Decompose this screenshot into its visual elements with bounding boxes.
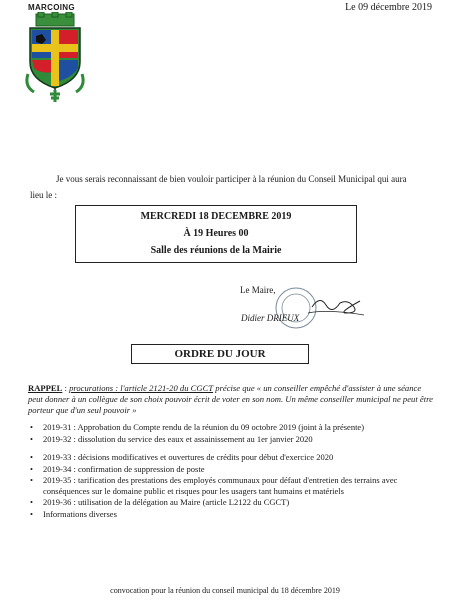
- agenda-item: • 2019-36 : utilisation de la délégation au Maire (article L2122 du CGCT): [30, 497, 435, 508]
- proxy-reminder: RAPPEL : procurations : l'article 2121-20 du CGCT précise que « un conseiller empêché d'assister à une séance peut donner à un collègue de son choix pouvoir écrit de voter en son nom. Un même conseiller municipal ne peut être porteur que d'un seul pouvoir »: [28, 383, 433, 415]
- town-name: MARCOING: [28, 3, 75, 12]
- meeting-details-box: [75, 205, 357, 263]
- agenda-list: [30, 422, 435, 519]
- letter-date: Le 09 décembre 2019: [345, 2, 432, 13]
- agenda-item: • 2019-32 : dissolution du service des eaux et assainissement au 1er janvier 2020: [30, 434, 435, 445]
- town-crest-logo: [20, 12, 90, 104]
- invitation-line-2: lieu le :: [30, 190, 57, 200]
- reminder-text: précise que « un conseiller empêché d'assister à une séance peut donner à un collègue de son choix pouvoir écrit de voter en son nom. Un même conseiller municipal ne peut être porteur que d'un seul pouvoir »: [28, 383, 433, 415]
- agenda-item: • 2019-31 : Approbation du Compte rendu de la réunion du 09 octobre 2019 (joint à la présente): [30, 422, 435, 433]
- invitation-text: [30, 171, 435, 203]
- reminder-label: RAPPEL: [28, 383, 63, 393]
- signatory-title: Le Maire,: [240, 285, 276, 295]
- meeting-place: Salle des réunions de la Mairie: [150, 245, 282, 256]
- signatory-name: Didier DRIEUX: [241, 313, 300, 323]
- agenda-item: • Informations diverses: [30, 509, 435, 520]
- mayor-signature-and-stamp: [268, 283, 368, 333]
- document-footer: convocation pour la réunion du conseil municipal du 18 décembre 2019: [110, 586, 340, 595]
- agenda-title: ORDRE DU JOUR: [131, 344, 309, 364]
- meeting-time: À 19 Heures 00: [183, 228, 249, 239]
- agenda-item: • 2019-35 : tarification des prestations des employés communaux pour défaut d'entretien des terrains avec conséquences sur le domaine public et risques pour les usagers tant humains et matériels: [30, 475, 435, 496]
- agenda-item: • 2019-34 : confirmation de suppression de poste: [30, 464, 435, 475]
- invitation-line-1: Je vous serais reconnaissant de bien vouloir participer à la réunion du Conseil Municipal qui aura: [56, 174, 407, 184]
- reminder-citation: procurations : l'article 2121-20 du CGCT: [69, 383, 214, 393]
- meeting-date: MERCREDI 18 DECEMBRE 2019: [140, 211, 292, 222]
- agenda-item: • 2019-33 : décisions modificatives et ouvertures de crédits pour début d'exercice 2020: [30, 452, 435, 463]
